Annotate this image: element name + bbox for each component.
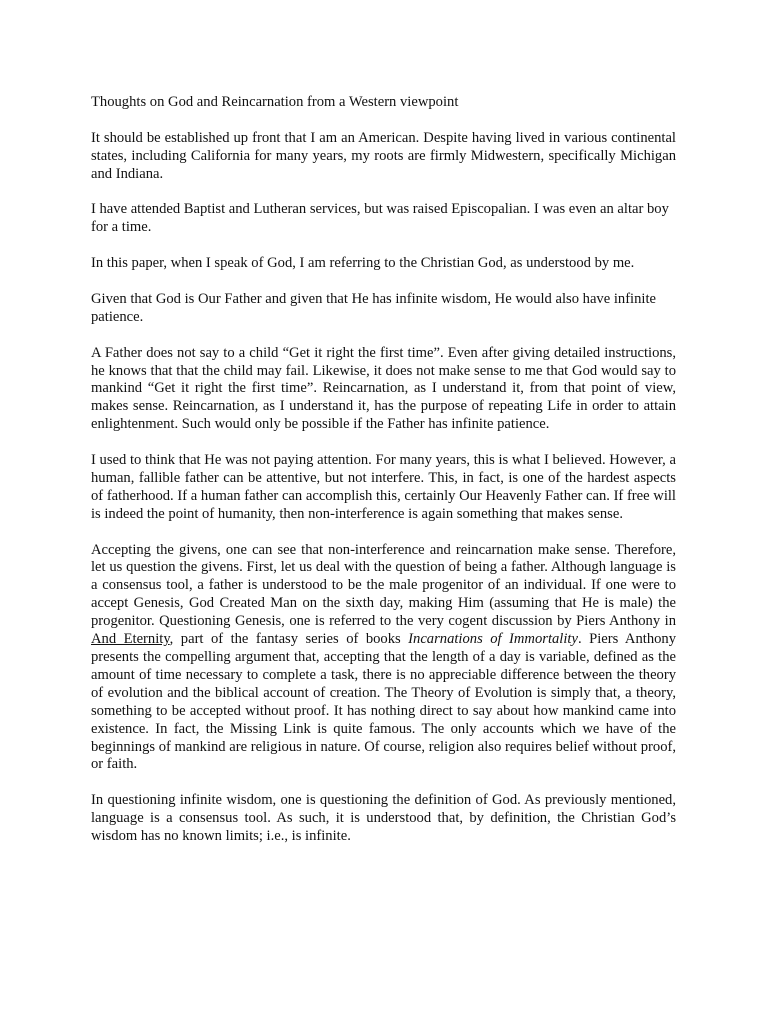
series-title: Incarnations of Immortality	[408, 631, 578, 648]
paragraph-1: It should be established up front that I am an American. Despite having lived in various continental states, including California for many years, my roots are firmly Midwestern, specifically Michigan and Indiana.	[91, 129, 676, 182]
document-title: Thoughts on God and Reincarnation from a Western viewpoint	[91, 94, 459, 110]
paragraph-5: A Father does not say to a child “Get it right the first time”. Even after giving detailed instructions, he knows that that the child may fail. Likewise, it does not make sense to me that God would say to mankind “Get it right the first time”. Reincarnation, as I understand it, from that point of view, makes sense. Reincarnation, as I understand it, has the purpose of repeating Life in order to attain enlightenment. Such would only be possible if the Father has infinite patience.	[91, 344, 676, 433]
paragraph-8: In questioning infinite wisdom, one is questioning the definition of God. As previously mentioned, language is a consensus tool. As such, it is understood that, by definition, the Christian God’s wisdom has no known limits; i.e., is infinite.	[91, 792, 676, 845]
document-body	[91, 94, 676, 864]
paragraph-4: Given that God is Our Father and given that He has infinite wisdom, He would also have infinite patience.	[91, 290, 656, 325]
paragraph-2: I have attended Baptist and Lutheran services, but was raised Episcopalian. I was even an altar boy for a time.	[91, 201, 669, 236]
paragraph-7-text-a: Accepting the givens, one can see that non-interference and reincarnation make sense. Therefore, let us question the givens. First, let us deal with the question of being a father. Although language is a consensus tool, a father is understood to be the male progenitor of an individual. If one were to accept Genesis, God Created Man on the sixth day, making Him (assuming that He is male) the progenitor. Questioning Genesis, one is referred to the very cogent discussion by Piers Anthony in	[91, 541, 676, 630]
paragraph-7-text-c: . Piers Anthony presents the compelling argument that, accepting that the length of a day is variable, defined as the amount of time necessary to complete a task, there is no appreciable difference between the theory of evolution and the biblical account of creation. The Theory of Evolution is simply that, a theory, something to be accepted without proof. It has nothing direct to say about how mankind came into existence. In fact, the Missing Link is quite famous. The only accounts which we have of the beginnings of mankind are religious in nature. Of course, religion also requires belief without proof, or faith.	[91, 631, 677, 773]
book-title: And Eternity	[91, 631, 170, 648]
paragraph-7	[91, 542, 676, 775]
paragraph-3: In this paper, when I speak of God, I am referring to the Christian God, as understood by me.	[91, 255, 635, 272]
paragraph-6: I used to think that He was not paying attention. For many years, this is what I believed. However, a human, fallible father can be attentive, but not interfere. This, in fact, is one of the hardest aspects of fatherhood. If a human father can accomplish this, certainly Our Heavenly Father can. If free will is indeed the point of humanity, then non-interference is again something that makes sense.	[91, 452, 676, 522]
paragraph-7-text-b: , part of the fantasy series of books	[169, 631, 409, 648]
